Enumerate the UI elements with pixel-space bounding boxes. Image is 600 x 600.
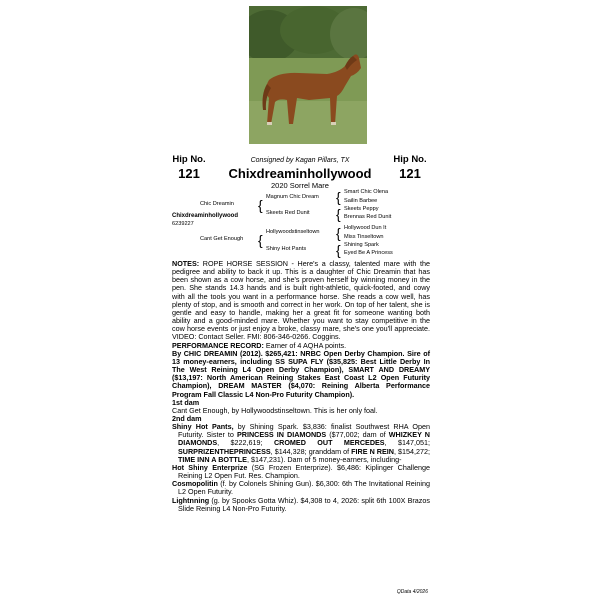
pedigree-subject: Chixdreaminhollywood: [172, 213, 239, 219]
notes-label: NOTES:: [172, 259, 200, 268]
pedigree-dam: Cant Get Enough: [200, 236, 244, 242]
produce-item: [172, 464, 430, 480]
pedigree-gg-7: Shining Spark: [344, 242, 379, 248]
pedigree-gg-4: Brennas Red Dunit: [344, 214, 392, 220]
produce-item: [172, 480, 430, 496]
second-dam-desc: ($77,002; dam of: [326, 430, 389, 440]
second-dam-relative: WHIZKEY N DIAMONDS: [178, 430, 430, 448]
year-sex: 2020 Sorrel Mare: [271, 181, 329, 190]
first-dam-text: Cant Get Enough, by Hollywoodstinseltown. This is her only foal.: [172, 405, 378, 415]
produce-name: Cosmopolitin: [172, 479, 218, 489]
pedigree-gg-8: Eyed Be A Princess: [344, 250, 393, 256]
second-dam-desc: , $147,051;: [384, 438, 430, 448]
hip-number-right: [390, 155, 430, 181]
pedigree-gg-2: Sailin Barbee: [344, 198, 378, 204]
second-dam-relative: FIRE N REIN: [351, 446, 394, 456]
pedigree-dam-sire: Hollywoodstinseltown: [266, 229, 320, 235]
second-dam-desc: , $222,619;: [217, 438, 274, 448]
hip-number: 121: [399, 166, 421, 181]
produce-item: [172, 497, 430, 513]
second-dam-desc: , $147,231). Dam of 5 money-earners, including-: [246, 454, 402, 464]
pedigree-sire-sire: Magnum Chic Dream: [266, 194, 319, 200]
pedigree-reg-number: 6239227: [172, 221, 194, 227]
qdata-footer: QData 4/2026: [396, 589, 428, 595]
second-dam-desc: , $144,328; granddam of: [270, 446, 352, 456]
notes-paragraph: [172, 260, 430, 342]
pedigree-gg-6: Miss Tinseltown: [344, 234, 384, 240]
horse-name: Chixdreaminhollywood: [228, 166, 372, 181]
pedigree-gg-1: Smart Chic Olena: [344, 189, 389, 195]
pedigree-brace: {: [336, 206, 341, 222]
produce-name: Lightnning: [172, 495, 210, 505]
second-dam-heading: 2nd dam: [172, 413, 202, 423]
catalog-body: [172, 260, 430, 513]
hip-label: Hip No.: [172, 154, 206, 165]
second-dam-relative: TIME INN A BOTTLE: [178, 454, 247, 464]
second-dam-text: [172, 423, 430, 464]
pedigree-sire: Chic Dreamin: [200, 201, 234, 207]
hip-number-left: [172, 155, 206, 181]
second-dam-relative: SURPRIZENTHEPRINCESS: [178, 446, 271, 456]
pedigree-gg-3: Skeets Peppy: [344, 206, 379, 212]
pedigree-brace: {: [336, 189, 341, 205]
horse-photo-icon: [249, 6, 367, 144]
catalog-page: [172, 0, 430, 600]
performance-label: PERFORMANCE RECORD:: [172, 340, 264, 350]
sire-record: By CHIC DREAMIN (2012). $265,421: NRBC Open Derby Champion. Sire of 13 money-earners, including SS SUPA FLY ($35,825: Best Little Derby In The West Reining L4 Open Derby Champion), SMART AND DREAMY ($13,197: North American Reining Stakes East Coast L2 Open Futurity Champion), DREAM MASTER ($4,070: Reining Alberta Performance Program Fall Classic L4 Non-Pro Futurity Champion).: [172, 348, 430, 399]
horse-photo: [249, 6, 367, 144]
hip-label: Hip No.: [393, 154, 427, 165]
notes-text: ROPE HORSE SESSION - Here's a classy, talented mare with the pedigree and ability to back it up. This is a daughter of Chic Dreamin that has been shown as a cow horse, and she's proven herself by winning money in the pen. She stands 14.3 hands and is built right-athletic, quick-footed, and cowy with all the tools you want in a performance horse. She reads a cow well, has plenty of stop, and is smooth and correct in her work. On top of her talent, she is gentle and easy to handle, making her a great fit for someone wanting both ability and a good-minded mare. Whether you want to stay competitive in the cow horse events or just enjoy a broke, classy mare, she's one you'll appreciate. VIDEO: Contact Seller. FMI: 806-346-0266. Coggins.: [172, 259, 430, 342]
second-dam-sibling: PRINCESS IN DIAMONDS: [236, 430, 327, 440]
pedigree-dam-dam: Shiny Hot Pants: [266, 246, 307, 252]
produce-text: (f. by Colonels Shining Gun). $6,300: 6th The Invitational Reining L2 Open Futurity.: [178, 479, 430, 497]
first-dam-heading: 1st dam: [172, 397, 200, 407]
produce-text: (SG Frozen Enterprize). $6,486: Kiplinger Challenge Reining L2 Open Fut. Res. Champion.: [178, 462, 430, 481]
produce-text: (g. by Spooks Gotta Whiz). $4,308 to 4, 2026: split 6th 100X Brazos Slide Reining L4 Non-Pro Futurity.: [178, 495, 430, 513]
second-dam-relative: CROMED OUT MERCEDES: [273, 438, 385, 448]
second-dam-desc: by Shining Spark. $3,836: finalist Southwest RHA Open Futurity. Sister to: [178, 422, 431, 440]
pedigree-gg-5: Hollywood Dun It: [344, 225, 387, 231]
pedigree-sire-dam: Skeets Red Dunit: [266, 210, 310, 216]
performance-text: Earner of 4 AQHA points.: [263, 340, 347, 350]
second-dam-desc: , $154,272;: [393, 446, 430, 456]
consignor-line: Consigned by Kagan Pillars, TX: [250, 157, 350, 164]
produce-name: Hot Shiny Enterprize: [172, 462, 248, 472]
pedigree-brace: {: [336, 225, 341, 241]
pedigree-brace: {: [258, 232, 263, 248]
pedigree-brace: {: [258, 197, 263, 213]
hip-number: 121: [178, 166, 200, 181]
second-dam-name: Shiny Hot Pants,: [172, 422, 234, 432]
pedigree-brace: {: [336, 242, 341, 258]
